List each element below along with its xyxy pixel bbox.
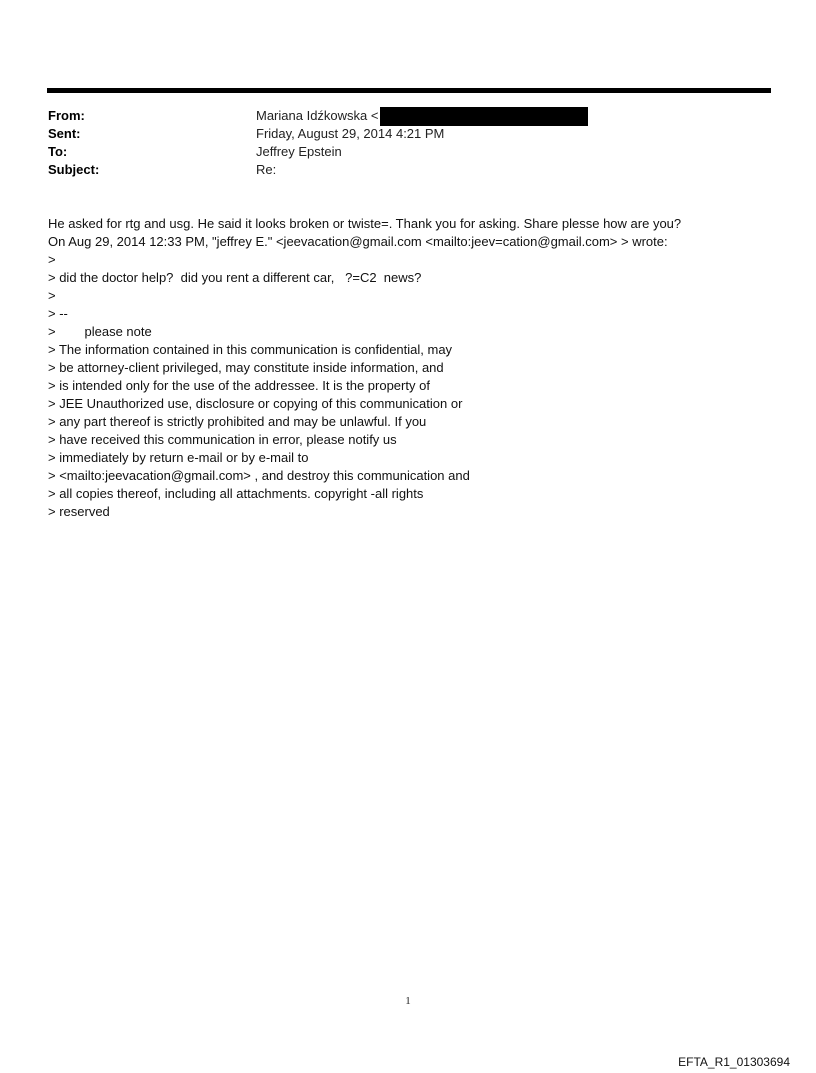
to-label: To:	[48, 144, 68, 159]
sent-value: Friday, August 29, 2014 4:21 PM	[256, 126, 445, 141]
body-line: > immediately by return e-mail or by e-mail to	[48, 450, 309, 465]
body-line: > reserved	[48, 504, 110, 519]
body-line: > JEE Unauthorized use, disclosure or copying of this communication or	[48, 396, 463, 411]
body-line: > --	[48, 306, 68, 321]
body-line: > all copies thereof, including all attachments. copyright -all rights	[48, 486, 424, 501]
from-row	[48, 107, 768, 125]
body-line: >	[48, 252, 56, 267]
from-label: From:	[48, 108, 85, 123]
page-number: 1	[405, 995, 411, 1007]
body-line: > have received this communication in error, please notify us	[48, 432, 397, 447]
body-line: He asked for rtg and usg. He said it looks broken or twiste=. Thank you for asking. Share plesse how are you?	[48, 216, 682, 231]
redaction-box	[380, 107, 588, 126]
body-line: > please note	[48, 324, 152, 339]
from-value	[256, 107, 588, 125]
body-line: > any part thereof is strictly prohibited and may be unlawful. If you	[48, 414, 427, 429]
body-line: >	[48, 288, 56, 303]
header-divider	[47, 88, 771, 93]
email-body	[48, 215, 788, 521]
sent-row	[48, 125, 768, 143]
body-line: > be attorney-client privileged, may constitute inside information, and	[48, 360, 444, 375]
subject-label: Subject:	[48, 162, 100, 177]
subject-value: Re:	[256, 162, 277, 177]
email-header	[48, 107, 768, 179]
document-id: EFTA_R1_01303694	[678, 1055, 790, 1069]
body-line: > <mailto:jeevacation@gmail.com> , and destroy this communication and	[48, 468, 470, 483]
to-row	[48, 143, 768, 161]
to-value: Jeffrey Epstein	[256, 144, 342, 159]
sent-label: Sent:	[48, 126, 81, 141]
subject-row	[48, 161, 768, 179]
body-line: > The information contained in this communication is confidential, may	[48, 342, 453, 357]
body-line: > did the doctor help? did you rent a different car, ?=C2 news?	[48, 270, 422, 285]
from-sender-name: Mariana Idźkowska <	[256, 108, 379, 123]
body-line: > is intended only for the use of the addressee. It is the property of	[48, 378, 430, 393]
body-line: On Aug 29, 2014 12:33 PM, "jeffrey E." <jeevacation@gmail.com <mailto:jeev=cation@gmail.com> > wrote:	[48, 234, 668, 249]
